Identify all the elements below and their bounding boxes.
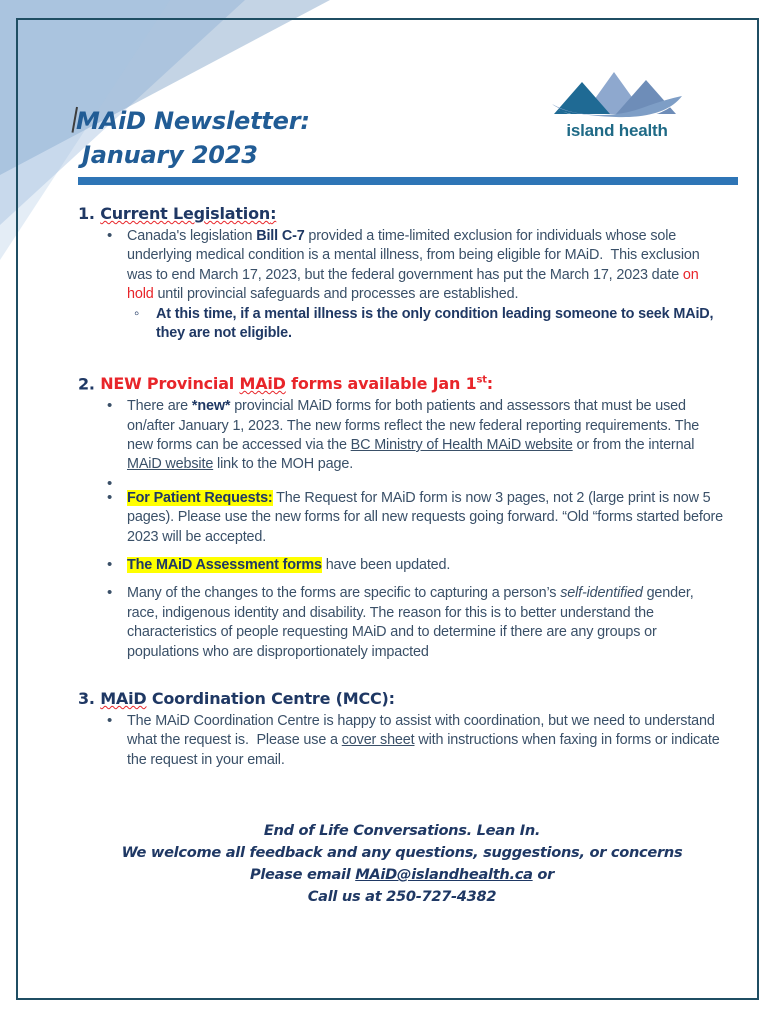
list-item: • There are *new* provincial MAiD forms for both patients and assessors that must be used on/after January 1, 2023. The new forms reflect the new federal reporting requirements. The new forms can be accessed via the BC Ministry of Health MAiD website or from the internal MAiD website link to the MOH page. <box>78 397 726 475</box>
section-2-bullet-list <box>78 397 726 662</box>
section-3-heading <box>78 688 726 709</box>
section-2-title: NEW Provincial MAiD forms available Jan 1st: <box>100 374 493 394</box>
internal-maid-website-link[interactable]: MAiD website <box>127 456 214 473</box>
section-3-bullet-list <box>78 712 726 770</box>
section-1 <box>78 203 726 344</box>
newsletter-footer <box>78 820 726 908</box>
title-line-1: MAiD Newsletter: <box>76 107 310 135</box>
self-identified-italic: self-identified <box>560 585 643 602</box>
list-item: • Canada's legislation Bill C-7 provided a time-limited exclusion for individuals whose sole underlying medical condition is a mental illness, from being eligible for MAiD. This exclusion was to end March 17, 2023, but the federal government has put the March 17, 2023 date on hold until provincial safeguards and processes are established. <box>78 227 726 305</box>
section-1-title: Current Legislation: <box>100 204 277 223</box>
list-item: • Many of the changes to the forms are specific to capturing a person’s self-identified gender, race, indigenous identity and disability. The reason for this is to better understand the characteristics of people requesting MAiD and to determine if there are any groups or populations who are disproportionately impacted <box>78 584 726 662</box>
footer-line-1: End of Life Conversations. Lean In. <box>263 822 541 839</box>
for-patient-requests-highlight: For Patient Requests: <box>127 489 273 506</box>
list-item: • The MAiD Assessment forms have been updated. <box>78 556 726 575</box>
section-2 <box>78 370 726 662</box>
contact-email-link[interactable]: MAiD@islandhealth.ca <box>355 866 533 883</box>
newsletter-body <box>78 203 726 770</box>
section-spacer <box>78 662 726 688</box>
maid-assessment-forms-highlight: The MAiD Assessment forms <box>127 556 322 573</box>
section-3 <box>78 688 726 770</box>
list-item-empty <box>78 475 726 489</box>
footer-line-2: We welcome all feedback and any questions, suggestions, or concerns <box>121 844 683 861</box>
bc-ministry-health-maid-website-link[interactable]: BC Ministry of Health MAiD website <box>350 436 573 453</box>
section-1-bullet-list <box>78 227 726 305</box>
section-2-heading <box>78 370 726 394</box>
section-3-title: MAiD Coordination Centre (MCC): <box>100 689 395 709</box>
section-1-heading <box>78 203 726 224</box>
bill-c7-bold: Bill C-7 <box>256 228 305 244</box>
section-spacer <box>78 344 726 370</box>
logo-wordmark: island health <box>566 121 668 140</box>
footer-email-suffix: or <box>532 866 555 883</box>
new-emphasis: *new* <box>191 398 231 415</box>
section-3-number: 3. <box>78 689 95 709</box>
footer-email-prefix: Please email <box>249 866 356 883</box>
section-1-sub-list <box>78 305 726 344</box>
section-2-number: 2. <box>78 374 95 394</box>
title-divider-rule <box>78 177 738 185</box>
list-item: • For Patient Requests: The Request for MAiD form is now 3 pages, not 2 (large print is now 5 pages). Please use the new forms for all new requests going forward. “Old “forms started before 2023 will be accepted. <box>78 489 726 547</box>
footer-line-4: Call us at 250-727-4382 <box>307 888 497 905</box>
document-title <box>76 104 596 172</box>
list-item: • The MAiD Coordination Centre is happy to assist with coordination, but we need to understand what the request is. Please use a cover sheet with instructions when faxing in forms or indicate the request in your email. <box>78 712 726 770</box>
title-line-2: January 2023 <box>82 141 258 169</box>
section-1-number: 1. <box>78 204 95 223</box>
list-item: ◦ At this time, if a mental illness is the only condition leading someone to seek MAiD, they are not eligible. <box>78 305 726 344</box>
footer-line-3 <box>78 864 726 886</box>
cover-sheet-link[interactable]: cover sheet <box>341 732 415 749</box>
on-hold-emphasis: on hold <box>127 266 699 303</box>
